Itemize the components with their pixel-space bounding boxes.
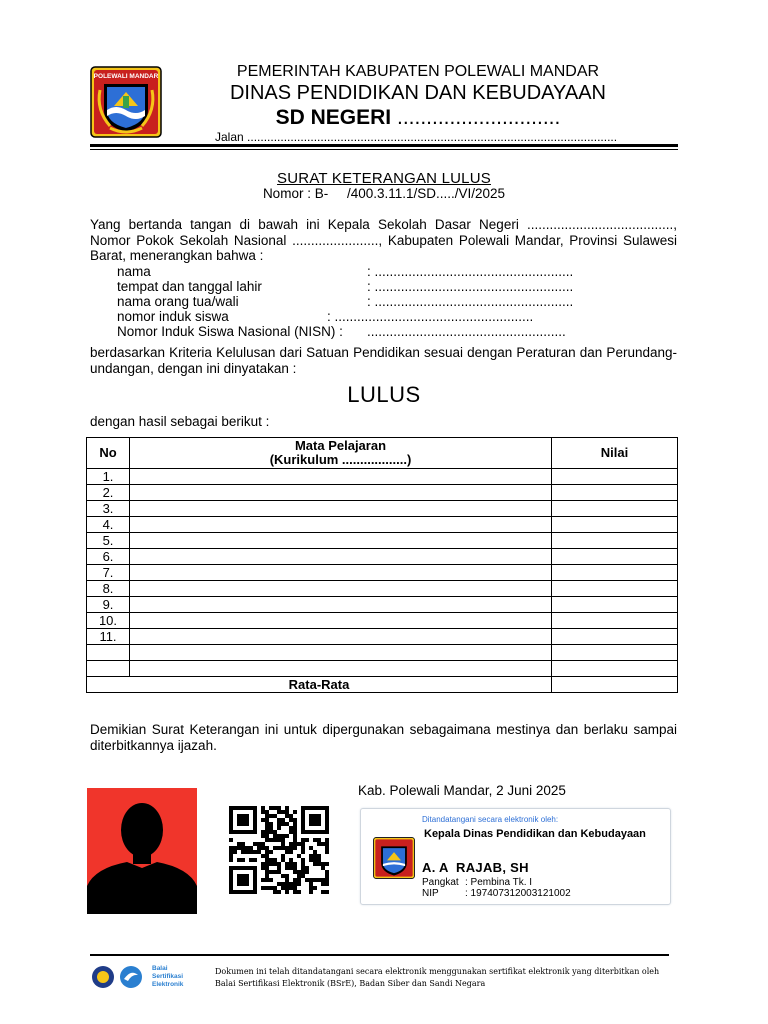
table-row [87, 613, 678, 629]
row-score [552, 565, 678, 581]
table-row [87, 485, 678, 501]
row-score [552, 549, 678, 565]
header-no: No [87, 438, 130, 469]
row-number: 11. [87, 629, 130, 645]
grades-table [86, 437, 678, 693]
nip-label: NIP [422, 888, 439, 899]
row-subject [130, 629, 552, 645]
document-title: SURAT KETERANGAN LULUS [277, 170, 491, 187]
table-row [87, 597, 678, 613]
regency-logo [90, 66, 162, 138]
average-label: Rata-Rata [87, 677, 552, 693]
table-row [87, 517, 678, 533]
letterhead-address: Jalan ............................................................................................................... [215, 130, 618, 144]
row-number [87, 661, 130, 677]
bsre-line: Elektronik [152, 981, 184, 988]
svg-text:POLEWALI MANDAR: POLEWALI MANDAR [93, 73, 159, 80]
letterhead-rule-thin [90, 149, 678, 150]
table-row [87, 469, 678, 485]
row-number: 10. [87, 613, 130, 629]
row-subject [130, 485, 552, 501]
regency-logo-small [373, 837, 415, 879]
bssn-emblem-icon [90, 964, 150, 990]
row-subject [130, 533, 552, 549]
row-score [552, 517, 678, 533]
field-value: : ..................................................... [367, 264, 574, 279]
row-subject [130, 517, 552, 533]
row-number: 8. [87, 581, 130, 597]
letterhead-agency: DINAS PENDIDIKAN DAN KEBUDAYAAN [229, 82, 606, 104]
row-score [552, 613, 678, 629]
header-score: Nilai [552, 438, 678, 469]
letterhead-rule-thick [90, 144, 678, 147]
table-row [87, 549, 678, 565]
bsre-line: Balai [152, 965, 168, 972]
qr-code-icon [229, 806, 329, 894]
signer-position: Kepala Dinas Pendidikan dan Kebudayaan [424, 828, 646, 840]
field-label: Nomor Induk Siswa Nasional (NISN) : [117, 324, 343, 339]
row-number: 9. [87, 597, 130, 613]
field-label: nama orang tua/wali [117, 294, 239, 309]
table-row [87, 645, 678, 661]
rank-label: Pangkat [422, 877, 459, 888]
rank-value: : Pembina Tk. I [465, 877, 533, 888]
signature-caption: Ditandatangani secara elektronik oleh: [422, 815, 559, 824]
header-subject [130, 438, 552, 469]
letterhead-government: PEMERINTAH KABUPATEN POLEWALI MANDAR [236, 63, 600, 80]
result-status: LULUS [347, 382, 421, 407]
closing-paragraph: Demikian Surat Keterangan ini untuk dipergunakan sebagaimana mestinya dan berlaku sampai diterbitkannya ijazah. [90, 722, 677, 753]
row-score [552, 485, 678, 501]
e-signature-disclaimer: Dokumen ini telah ditandatangani secara elektronik menggunakan sertifikat elektronik yang diterbitkan oleh Balai Sertifikasi Elektronik (BSrE), Badan Siber dan Sandi Negara [215, 967, 660, 988]
student-photo-placeholder [87, 788, 197, 914]
row-score [552, 629, 678, 645]
row-subject [130, 613, 552, 629]
field-value: ..................................................... [367, 324, 566, 339]
signer-rank [422, 877, 532, 888]
basis-paragraph: berdasarkan Kriteria Kelulusan dari Satuan Pendidikan sesuai dengan Peraturan dan Perundang-undangan, dengan ini dinyatakan : [90, 345, 677, 376]
row-score [552, 645, 678, 661]
table-row [87, 581, 678, 597]
row-subject [130, 501, 552, 517]
row-subject [130, 597, 552, 613]
signer-nip [422, 888, 571, 899]
row-score [552, 581, 678, 597]
row-number [87, 645, 130, 661]
table-row [87, 565, 678, 581]
footer-rule [90, 954, 669, 956]
row-score [552, 501, 678, 517]
grades-body [87, 469, 678, 677]
place-date: Kab. Polewali Mandar, 2 Juni 2025 [358, 783, 566, 798]
field-label: nama [117, 264, 151, 279]
bsre-wordmark [152, 965, 183, 989]
field-value: : ..................................................... [367, 279, 574, 294]
document-number: Nomor : B- /400.3.11.1/SD...../VI/2025 [262, 186, 506, 201]
row-subject [130, 645, 552, 661]
e-signature-box [360, 808, 671, 905]
table-row [87, 533, 678, 549]
average-score [552, 677, 678, 693]
table-row [87, 661, 678, 677]
row-number: 6. [87, 549, 130, 565]
row-score [552, 597, 678, 613]
signer-name: A. A RAJAB, SH [422, 860, 529, 875]
row-score [552, 661, 678, 677]
row-subject [130, 565, 552, 581]
bsre-logo [90, 964, 205, 990]
row-number: 7. [87, 565, 130, 581]
row-subject [130, 661, 552, 677]
row-subject [130, 469, 552, 485]
field-label: tempat dan tanggal lahir [117, 279, 262, 294]
field-value: : ..................................................... [367, 294, 574, 309]
header-subject-label: Mata Pelajaran [294, 438, 387, 453]
row-number: 1. [87, 469, 130, 485]
average-row [87, 677, 678, 693]
row-score [552, 469, 678, 485]
intro-paragraph: Yang bertanda tangan di bawah ini Kepala Sekolah Dasar Negeri ......................................., Nomor Pokok Sekolah Nasional ......................., Kabupaten Polewali Mandar, Provinsi Sulawesi Barat, menerangkan bahwa : [90, 217, 677, 263]
person-silhouette-icon [87, 788, 197, 914]
header-curriculum-label: (Kurikulum ..................) [269, 452, 412, 467]
table-header-row [87, 438, 678, 469]
table-row [87, 501, 678, 517]
row-subject [130, 581, 552, 597]
row-number: 3. [87, 501, 130, 517]
school-label: SD NEGERI [275, 106, 392, 129]
table-row [87, 629, 678, 645]
school-name-blank: ............................ [391, 106, 561, 129]
results-label: dengan hasil sebagai berikut : [90, 414, 270, 429]
row-number: 5. [87, 533, 130, 549]
bsre-line: Sertifikasi [152, 973, 184, 980]
letterhead-school [168, 106, 668, 130]
nip-value: : 197407312003121002 [465, 888, 571, 899]
row-number: 2. [87, 485, 130, 501]
field-label: nomor induk siswa [117, 309, 229, 324]
row-subject [130, 549, 552, 565]
field-value: : ..................................................... [327, 309, 534, 324]
row-score [552, 533, 678, 549]
row-number: 4. [87, 517, 130, 533]
